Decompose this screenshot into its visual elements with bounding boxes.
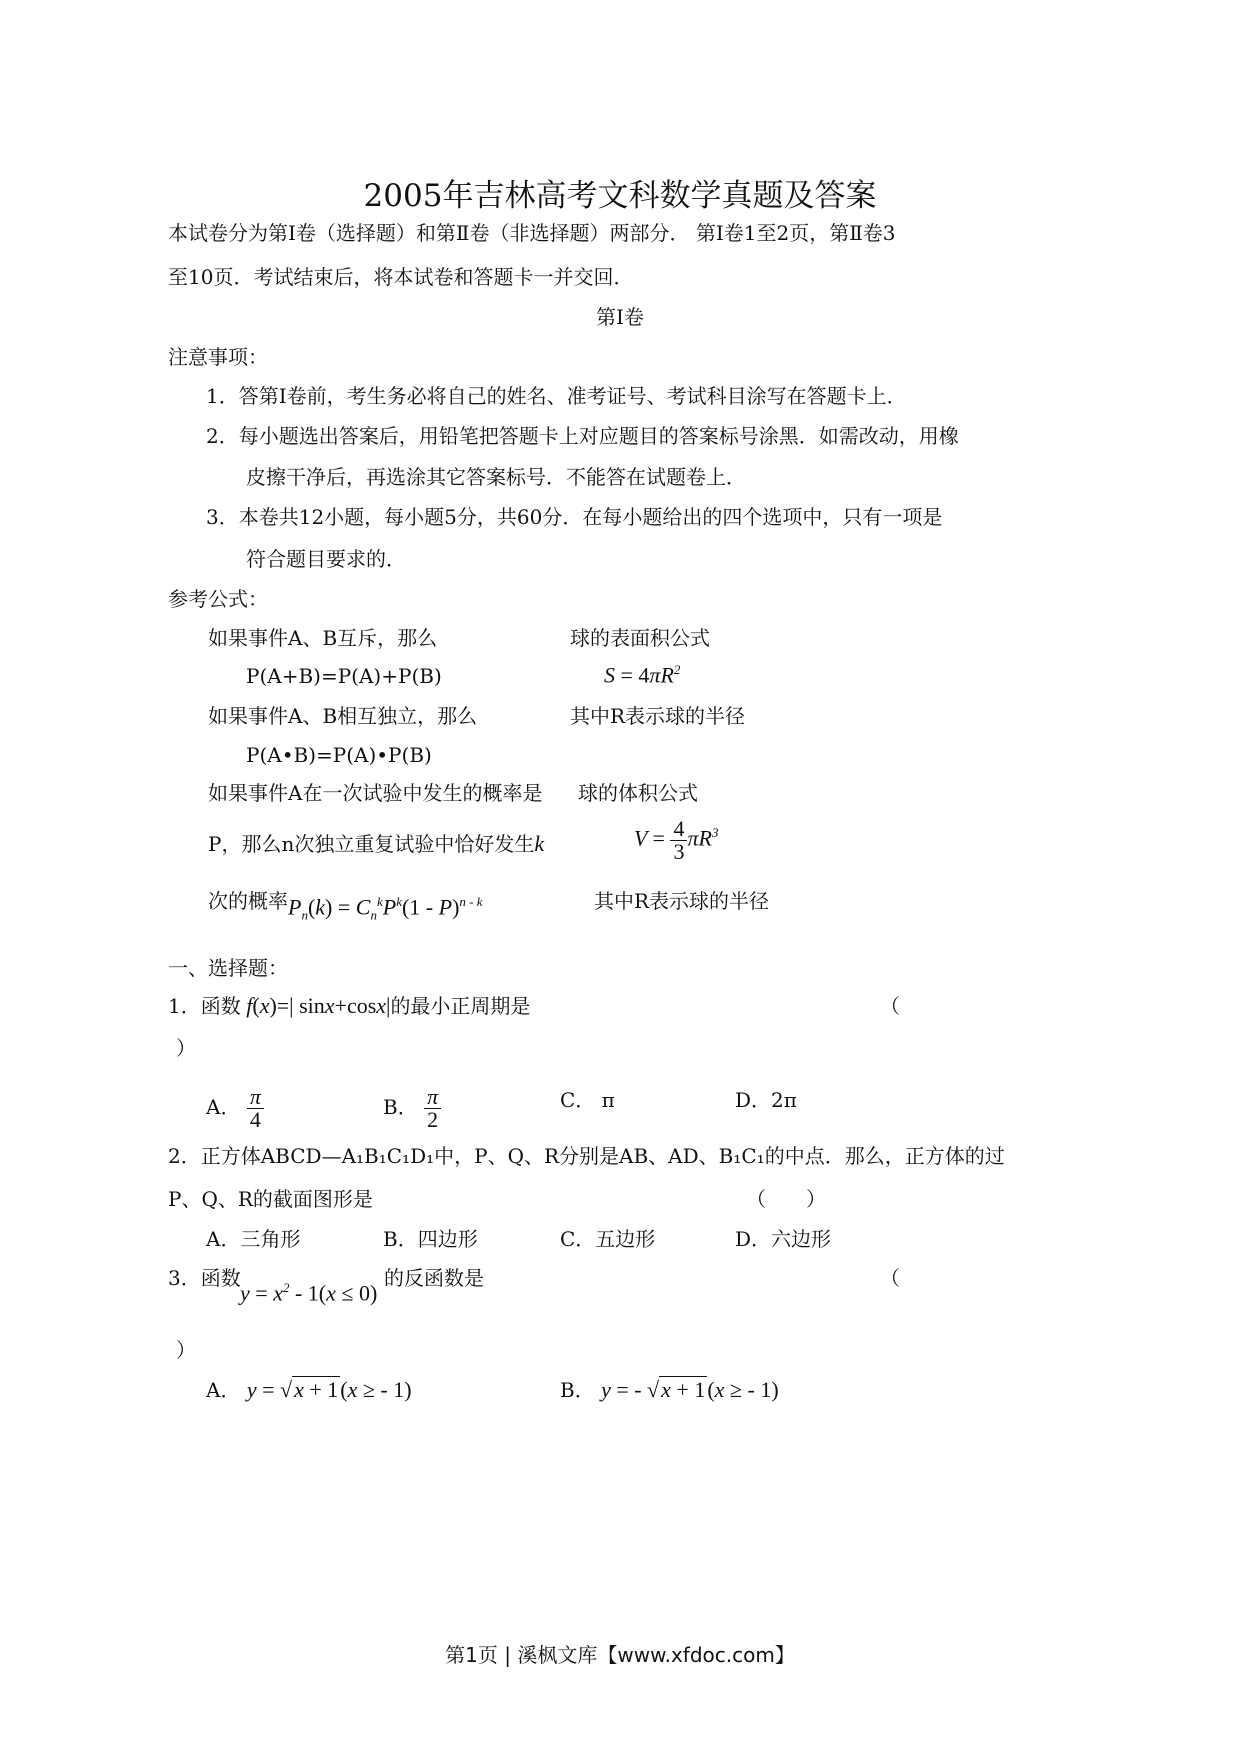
formula-sphere-area: $S = 4\pi R^2$: [604, 662, 681, 688]
section-heading: 第Ⅰ卷: [596, 305, 644, 329]
question-1-function: f(x)=| sinx+cosx|: [240, 993, 391, 1018]
formula-k-symbol: k: [534, 831, 545, 856]
note-2-line-1: 2．每小题选出答案后，用铅笔把答题卡上对应题目的答案标号涂黑．如需改动，用橡: [206, 424, 959, 448]
question-1-paren-close: ）: [176, 1036, 196, 1060]
note-3-line-1: 3．本卷共12小题，每小题5分，共60分．在每小题给出的四个选项中，只有一项是: [206, 505, 943, 529]
option-a-label: A．: [206, 1095, 241, 1119]
notes-heading: 注意事项：: [168, 345, 268, 369]
page-footer: 第1页 | 溪枫文库【www.xfdoc.com】: [445, 1643, 795, 1667]
question-2-option-a[interactable]: A．三角形: [206, 1227, 301, 1251]
question-2-option-b[interactable]: B．四边形: [383, 1227, 478, 1251]
question-3-option-b[interactable]: [560, 1376, 779, 1404]
note-1: 1．答第Ⅰ卷前，考生务必将自己的姓名、准考证号、考试科目涂写在答题卡上．: [206, 384, 907, 408]
formula-probability-label: 如果事件A在一次试验中发生的概率是: [208, 781, 543, 805]
note-2-line-2: 皮擦干净后，再选涂其它答案标号．不能答在试题卷上．: [246, 465, 746, 489]
question-1-suffix: 的最小正周期是: [390, 994, 531, 1018]
question-3-suffix: 的反函数是: [384, 1266, 484, 1290]
formula-binomial: $P_n(k) = C_n^kP^k(1 - P)^{n - k}$: [288, 894, 483, 923]
option-b-formula: y = - √x + 1(x ≥ - 1): [601, 1377, 779, 1402]
question-3-prefix: 3．函数: [168, 1266, 241, 1290]
formula-radius-note-2: 其中R表示球的半径: [594, 889, 770, 913]
option-b-label: B．: [560, 1378, 595, 1402]
question-1-option-c[interactable]: C． π: [560, 1088, 615, 1112]
document-title: 2005年吉林高考文科数学真题及答案: [363, 178, 877, 214]
formula-sphere-volume: V = $\frac{4}{3}$ $\pi R^3$: [634, 816, 719, 864]
formula-binomial-label: 次的概率: [208, 889, 288, 913]
question-1: [168, 992, 530, 1020]
question-2-option-c[interactable]: C．五边形: [560, 1227, 656, 1251]
question-3-paren-close: ）: [176, 1338, 196, 1362]
formula-repeated-trials-label: [208, 830, 544, 858]
choice-heading: 一、选择题：: [168, 956, 288, 980]
question-2-option-d[interactable]: D．六边形: [735, 1227, 832, 1251]
formula-mutually-exclusive: P(A+B)=P(A)+P(B): [246, 664, 442, 688]
formula-independent: P(A•B)=P(A)•P(B): [246, 743, 432, 767]
formula-repeated-trials-text: P，那么n次独立重复试验中恰好发生: [208, 832, 535, 856]
formula-radius-note-1: 其中R表示球的半径: [570, 704, 746, 728]
question-3-function: $y = x^2 - 1(x \le 0)$: [240, 1280, 378, 1306]
question-1-prefix: 1．函数: [168, 994, 241, 1018]
question-2-line-1: 2．正方体ABCD—A₁B₁C₁D₁中，P、Q、R分别是AB、AD、B₁C₁的中点．那么，正方体的过: [168, 1144, 1005, 1168]
option-a-label: A．: [206, 1378, 241, 1402]
question-2-line-2: P、Q、R的截面图形是: [168, 1187, 373, 1211]
question-1-option-d[interactable]: D．2π: [735, 1088, 797, 1112]
intro-line-2: 至10页．考试结束后，将本试卷和答题卡一并交回．: [168, 265, 634, 289]
question-3-paren-open: （: [880, 1266, 900, 1290]
option-b-label: B．: [383, 1095, 418, 1119]
question-1-paren-open: （: [880, 994, 900, 1018]
formula-heading: 参考公式：: [168, 587, 268, 611]
formula-independent-label: 如果事件A、B相互独立，那么: [208, 704, 478, 728]
formula-mutually-exclusive-label: 如果事件A、B互斥，那么: [208, 626, 438, 650]
question-1-option-a[interactable]: A． $\frac{\pi}{4}$: [206, 1086, 264, 1131]
question-2-paren: （ ）: [746, 1187, 826, 1211]
note-3-line-2: 符合题目要求的．: [246, 547, 406, 571]
question-3-option-a[interactable]: [206, 1376, 412, 1404]
formula-sphere-area-label: 球的表面积公式: [570, 626, 710, 650]
formula-sphere-volume-label: 球的体积公式: [578, 781, 698, 805]
intro-line-1: 本试卷分为第Ⅰ卷（选择题）和第Ⅱ卷（非选择题）两部分． 第Ⅰ卷1至2页，第Ⅱ卷3: [168, 221, 896, 245]
question-1-option-b[interactable]: B． $\frac{\pi}{2}$: [383, 1086, 441, 1131]
option-a-formula: y = √x + 1(x ≥ - 1): [246, 1377, 412, 1402]
